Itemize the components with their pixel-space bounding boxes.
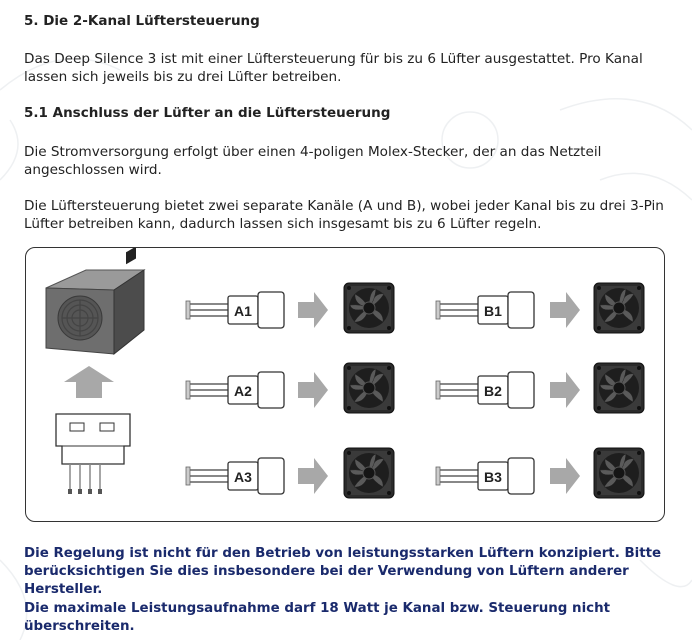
connector-a1 bbox=[186, 292, 284, 328]
fan-controller-diagram bbox=[25, 247, 665, 522]
arrow-right-icon bbox=[298, 372, 328, 408]
arrow-right-icon bbox=[550, 458, 580, 494]
connector-b1-label: B1 bbox=[484, 303, 502, 319]
connector-b3-label: B3 bbox=[484, 469, 502, 485]
power-supply-paragraph: Die Stromversorgung erfolgt über einen 4-poligen Molex-Stecker, der an das Netzteil angeschlossen wird. bbox=[24, 144, 602, 178]
fan-icon bbox=[344, 363, 394, 413]
section-intro: Das Deep Silence 3 ist mit einer Lüftersteuerung für bis zu 6 Lüfter ausgestattet. Pro Kanal lassen sich jeweils bis zu drei Lüfter betreiben. bbox=[24, 51, 643, 85]
connector-a3-label: A3 bbox=[234, 469, 252, 485]
fan-icon bbox=[594, 283, 644, 333]
section-title: 5. Die 2-Kanal Lüftersteuerung bbox=[24, 13, 260, 29]
subsection-title: 5.1 Anschluss der Lüfter an die Lüftersteuerung bbox=[24, 105, 391, 121]
fan-icon bbox=[594, 363, 644, 413]
connector-b3 bbox=[436, 458, 534, 494]
connector-a3 bbox=[186, 458, 284, 494]
channel-a-group bbox=[186, 283, 394, 498]
fan-icon bbox=[344, 448, 394, 498]
power-supply-icon bbox=[46, 248, 144, 354]
connector-b1 bbox=[436, 292, 534, 328]
channels-paragraph: Die Lüftersteuerung bietet zwei separate Kanäle (A und B), wobei jeder Kanal bis zu drei 3-Pin Lüfter betreiben kann, dadurch lassen sich insgesamt bis zu 6 Lüfter regeln. bbox=[24, 198, 664, 232]
up-arrow-icon bbox=[64, 366, 114, 398]
arrow-right-icon bbox=[298, 458, 328, 494]
fan-icon bbox=[344, 283, 394, 333]
warning-note: Die Regelung ist nicht für den Betrieb von leistungsstarken Lüftern konzipiert. Bitte berücksichtigen Sie dies insbesondere bei der Verwendung von Lüftern anderer Hersteller. bbox=[24, 546, 662, 597]
arrow-right-icon bbox=[550, 372, 580, 408]
connector-a2 bbox=[186, 372, 284, 408]
connector-b2-label: B2 bbox=[484, 383, 502, 399]
wiring-illustration bbox=[26, 248, 665, 522]
connector-b2 bbox=[436, 372, 534, 408]
fan-icon bbox=[594, 448, 644, 498]
connector-a1-label: A1 bbox=[234, 303, 252, 319]
arrow-right-icon bbox=[298, 292, 328, 328]
connector-a2-label: A2 bbox=[234, 383, 252, 399]
power-limit-note: Die maximale Leistungsaufnahme darf 18 Watt je Kanal bzw. Steuerung nicht überschreiten. bbox=[24, 601, 611, 634]
arrow-right-icon bbox=[550, 292, 580, 328]
molex-connector-icon bbox=[56, 414, 130, 494]
channel-b-group bbox=[436, 283, 644, 498]
